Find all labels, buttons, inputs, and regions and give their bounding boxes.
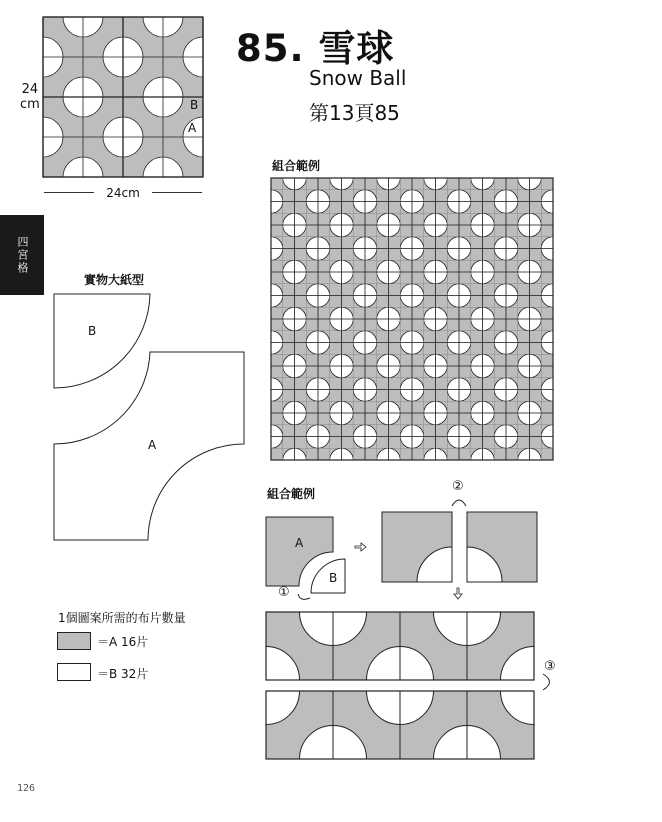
assembly-heading: 組合範例 [267, 487, 316, 501]
assembly-diagram [262, 476, 562, 766]
layout-example-quilt [270, 177, 554, 463]
assembled-unit [382, 512, 452, 582]
assembly-steps [262, 500, 562, 766]
page-number: 126 [17, 783, 36, 794]
assembled-unit [467, 512, 537, 582]
fabric-b-count: ＝B 32片 [97, 667, 149, 681]
assembly-piece-b-label: B [329, 571, 338, 585]
page-reference: 第13頁85 [309, 101, 400, 125]
block-diagram [42, 16, 204, 182]
step-3-marker: ③ [544, 659, 556, 674]
snowball-grid [42, 16, 204, 182]
pattern-number: 85. [236, 27, 305, 70]
assembly-piece-b [311, 559, 345, 593]
step-1-arrow [298, 594, 310, 599]
template-piece-b-label: B [88, 324, 97, 338]
block-piece-b-label: B [190, 98, 199, 112]
fabric-count-heading: 1個圖案所需的布片數量 [58, 611, 186, 625]
next-arrow-icon [355, 543, 366, 551]
layout-example-heading: 組合範例 [272, 159, 321, 173]
block-piece-a-label: A [188, 121, 197, 135]
pattern-title-zh: 雪球 [318, 27, 395, 70]
template-piece-b [54, 294, 150, 388]
step-2-arrow [452, 500, 466, 506]
step-3-arrow [543, 674, 550, 690]
fabric-a-count: ＝A 16片 [97, 635, 149, 649]
chapter-tab: 四宮格 [0, 215, 44, 295]
pattern-title-en: Snow Ball [309, 66, 407, 90]
step-1-marker: ① [278, 585, 290, 600]
fabric-b-swatch [57, 663, 91, 681]
fabric-a-swatch [57, 632, 91, 650]
template-heading: 實物大紙型 [84, 273, 145, 287]
template-piece-a-label: A [148, 438, 157, 452]
page-title [236, 18, 394, 72]
block-height-label: 24 cm [20, 82, 40, 112]
step-2-marker: ② [452, 479, 464, 494]
template-pieces [52, 292, 248, 546]
down-arrow-icon [454, 588, 462, 599]
snowball-grid [270, 177, 554, 463]
assembly-piece-a-label: A [295, 536, 304, 550]
block-width-dimension: 24cm [42, 186, 204, 200]
